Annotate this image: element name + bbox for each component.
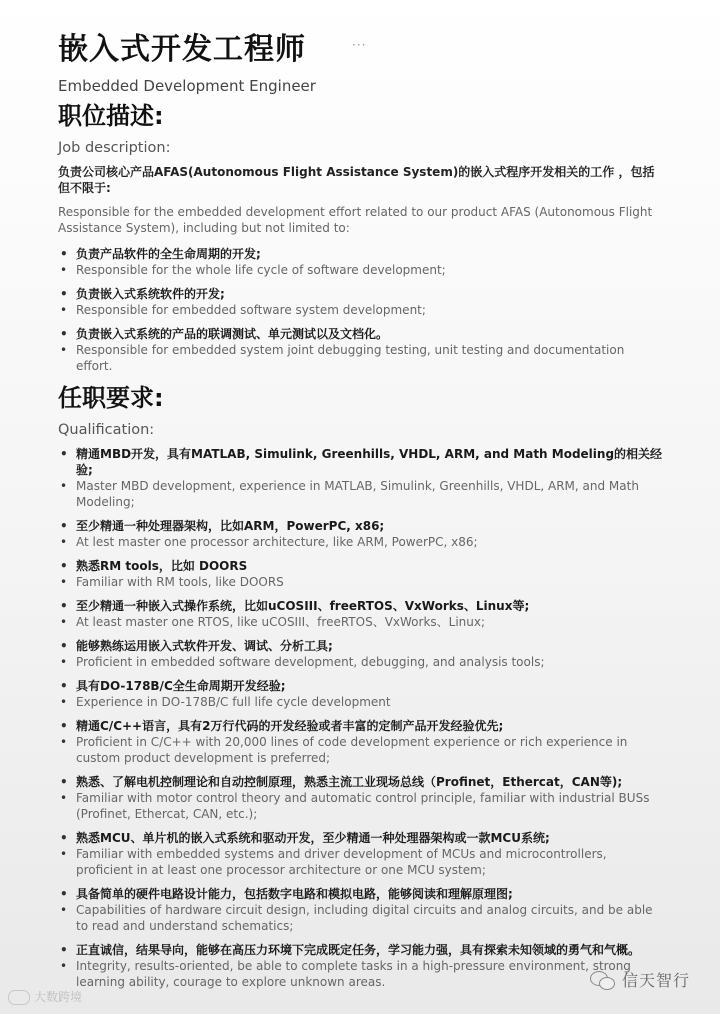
list-item: • 负责嵌入式系统软件的开发; <box>58 286 664 302</box>
watermark-text: 大数跨境 <box>34 990 83 1004</box>
list-item: • 熟悉RM tools，比如 DOORS <box>58 558 664 574</box>
list-item: • 熟悉MCU、单片机的嵌入式系统和驱动开发，至少精通一种处理器架构或一款MCU系统; <box>58 830 664 846</box>
wechat-icon <box>590 969 616 991</box>
list-item: • Proficient in C/C++ with 20,000 lines of code development experience or rich experience in custom product development is preferred; <box>58 734 664 766</box>
list-item: • Master MBD development, experience in MATLAB, Simulink, Greenhills, VHDL, ARM, and Math Modeling; <box>58 478 664 510</box>
list-item: • 精通C/C++语言，具有2万行代码的开发经验或者丰富的定制产品开发经验优先; <box>58 718 664 734</box>
qualification-list <box>58 446 664 990</box>
list-item: • 具备简单的硬件电路设计能力，包括数字电路和模拟电路，能够阅读和理解原理图; <box>58 886 664 902</box>
job-description-heading-en: Job description: <box>58 140 171 156</box>
brand-mark <box>590 968 690 991</box>
watermark-logo-icon <box>8 990 30 1005</box>
document-page <box>58 30 664 998</box>
more-dots: ··· <box>352 38 367 52</box>
list-item: • 具有DO-178B/C全生命周期开发经验; <box>58 678 664 694</box>
list-item: • Responsible for embedded software system development; <box>58 302 664 318</box>
list-item: • Experience in DO-178B/C full life cycle development <box>58 694 664 710</box>
watermark <box>8 988 82 1005</box>
qualification-heading: 任职要求: <box>58 384 164 412</box>
list-item: • 负责产品软件的全生命周期的开发; <box>58 246 664 262</box>
qualification-heading-en: Qualification: <box>58 422 155 438</box>
list-item: • Responsible for the whole life cycle of software development; <box>58 262 664 278</box>
page-subtitle: Embedded Development Engineer <box>58 77 316 95</box>
list-item: • Familiar with RM tools, like DOORS <box>58 574 664 590</box>
list-item: • 负责嵌入式系统的产品的联调测试、单元测试以及文档化。 <box>58 326 664 342</box>
list-item: • 至少精通一种嵌入式操作系统，比如uCOSIII、freeRTOS、VxWorks、Linux等; <box>58 598 664 614</box>
job-description-intro-zh: 负责公司核心产品AFAS(Autonomous Flight Assistance System)的嵌入式程序开发相关的工作 ，包括但不限于: <box>58 165 655 195</box>
list-item: • Integrity, results-oriented, be able to complete tasks in a high-pressure environment, strong learning ability, courage to explore unknown areas. <box>58 958 664 990</box>
list-item: • Capabilities of hardware circuit design, including digital circuits and analog circuits, and be able to read and understand schematics; <box>58 902 664 934</box>
page-title: 嵌入式开发工程师 <box>58 32 306 67</box>
job-description-heading: 职位描述: <box>58 102 164 130</box>
list-item: • At least master one RTOS, like uCOSIII、freeRTOS、VxWorks、Linux; <box>58 614 664 630</box>
list-item: • Familiar with motor control theory and automatic control principle, familiar with industrial BUSs (Profinet, Ethercat, CAN, etc.); <box>58 790 664 822</box>
list-item: • 熟悉、了解电机控制理论和自动控制原理，熟悉主流工业现场总线（Profinet，Ethercat，CAN等); <box>58 774 664 790</box>
list-item: • 至少精通一种处理器架构，比如ARM，PowerPC, x86; <box>58 518 664 534</box>
list-item: • Familiar with embedded systems and driver development of MCUs and microcontrollers, proficient in at least one processor architecture or one MCU system; <box>58 846 664 878</box>
job-description-list <box>58 246 664 374</box>
list-item: • Proficient in embedded software development, debugging, and analysis tools; <box>58 654 664 670</box>
brand-name: 信天智行 <box>622 971 691 990</box>
list-item: • 精通MBD开发，具有MATLAB, Simulink, Greenhills, VHDL, ARM, and Math Modeling的相关经验; <box>58 446 664 478</box>
list-item: • 正直诚信，结果导向，能够在高压力环境下完成既定任务，学习能力强，具有探索未知领域的勇气和气概。 <box>58 942 664 958</box>
list-item: • Responsible for embedded system joint debugging testing, unit testing and documentation effort. <box>58 342 664 374</box>
list-item: • 能够熟练运用嵌入式软件开发、调试、分析工具; <box>58 638 664 654</box>
job-description-intro-en: Responsible for the embedded development effort related to our product AFAS (Autonomous Flight Assistance System), including but not limited to: <box>58 205 653 235</box>
list-item: • At lest master one processor architecture, like ARM, PowerPC, x86; <box>58 534 664 550</box>
